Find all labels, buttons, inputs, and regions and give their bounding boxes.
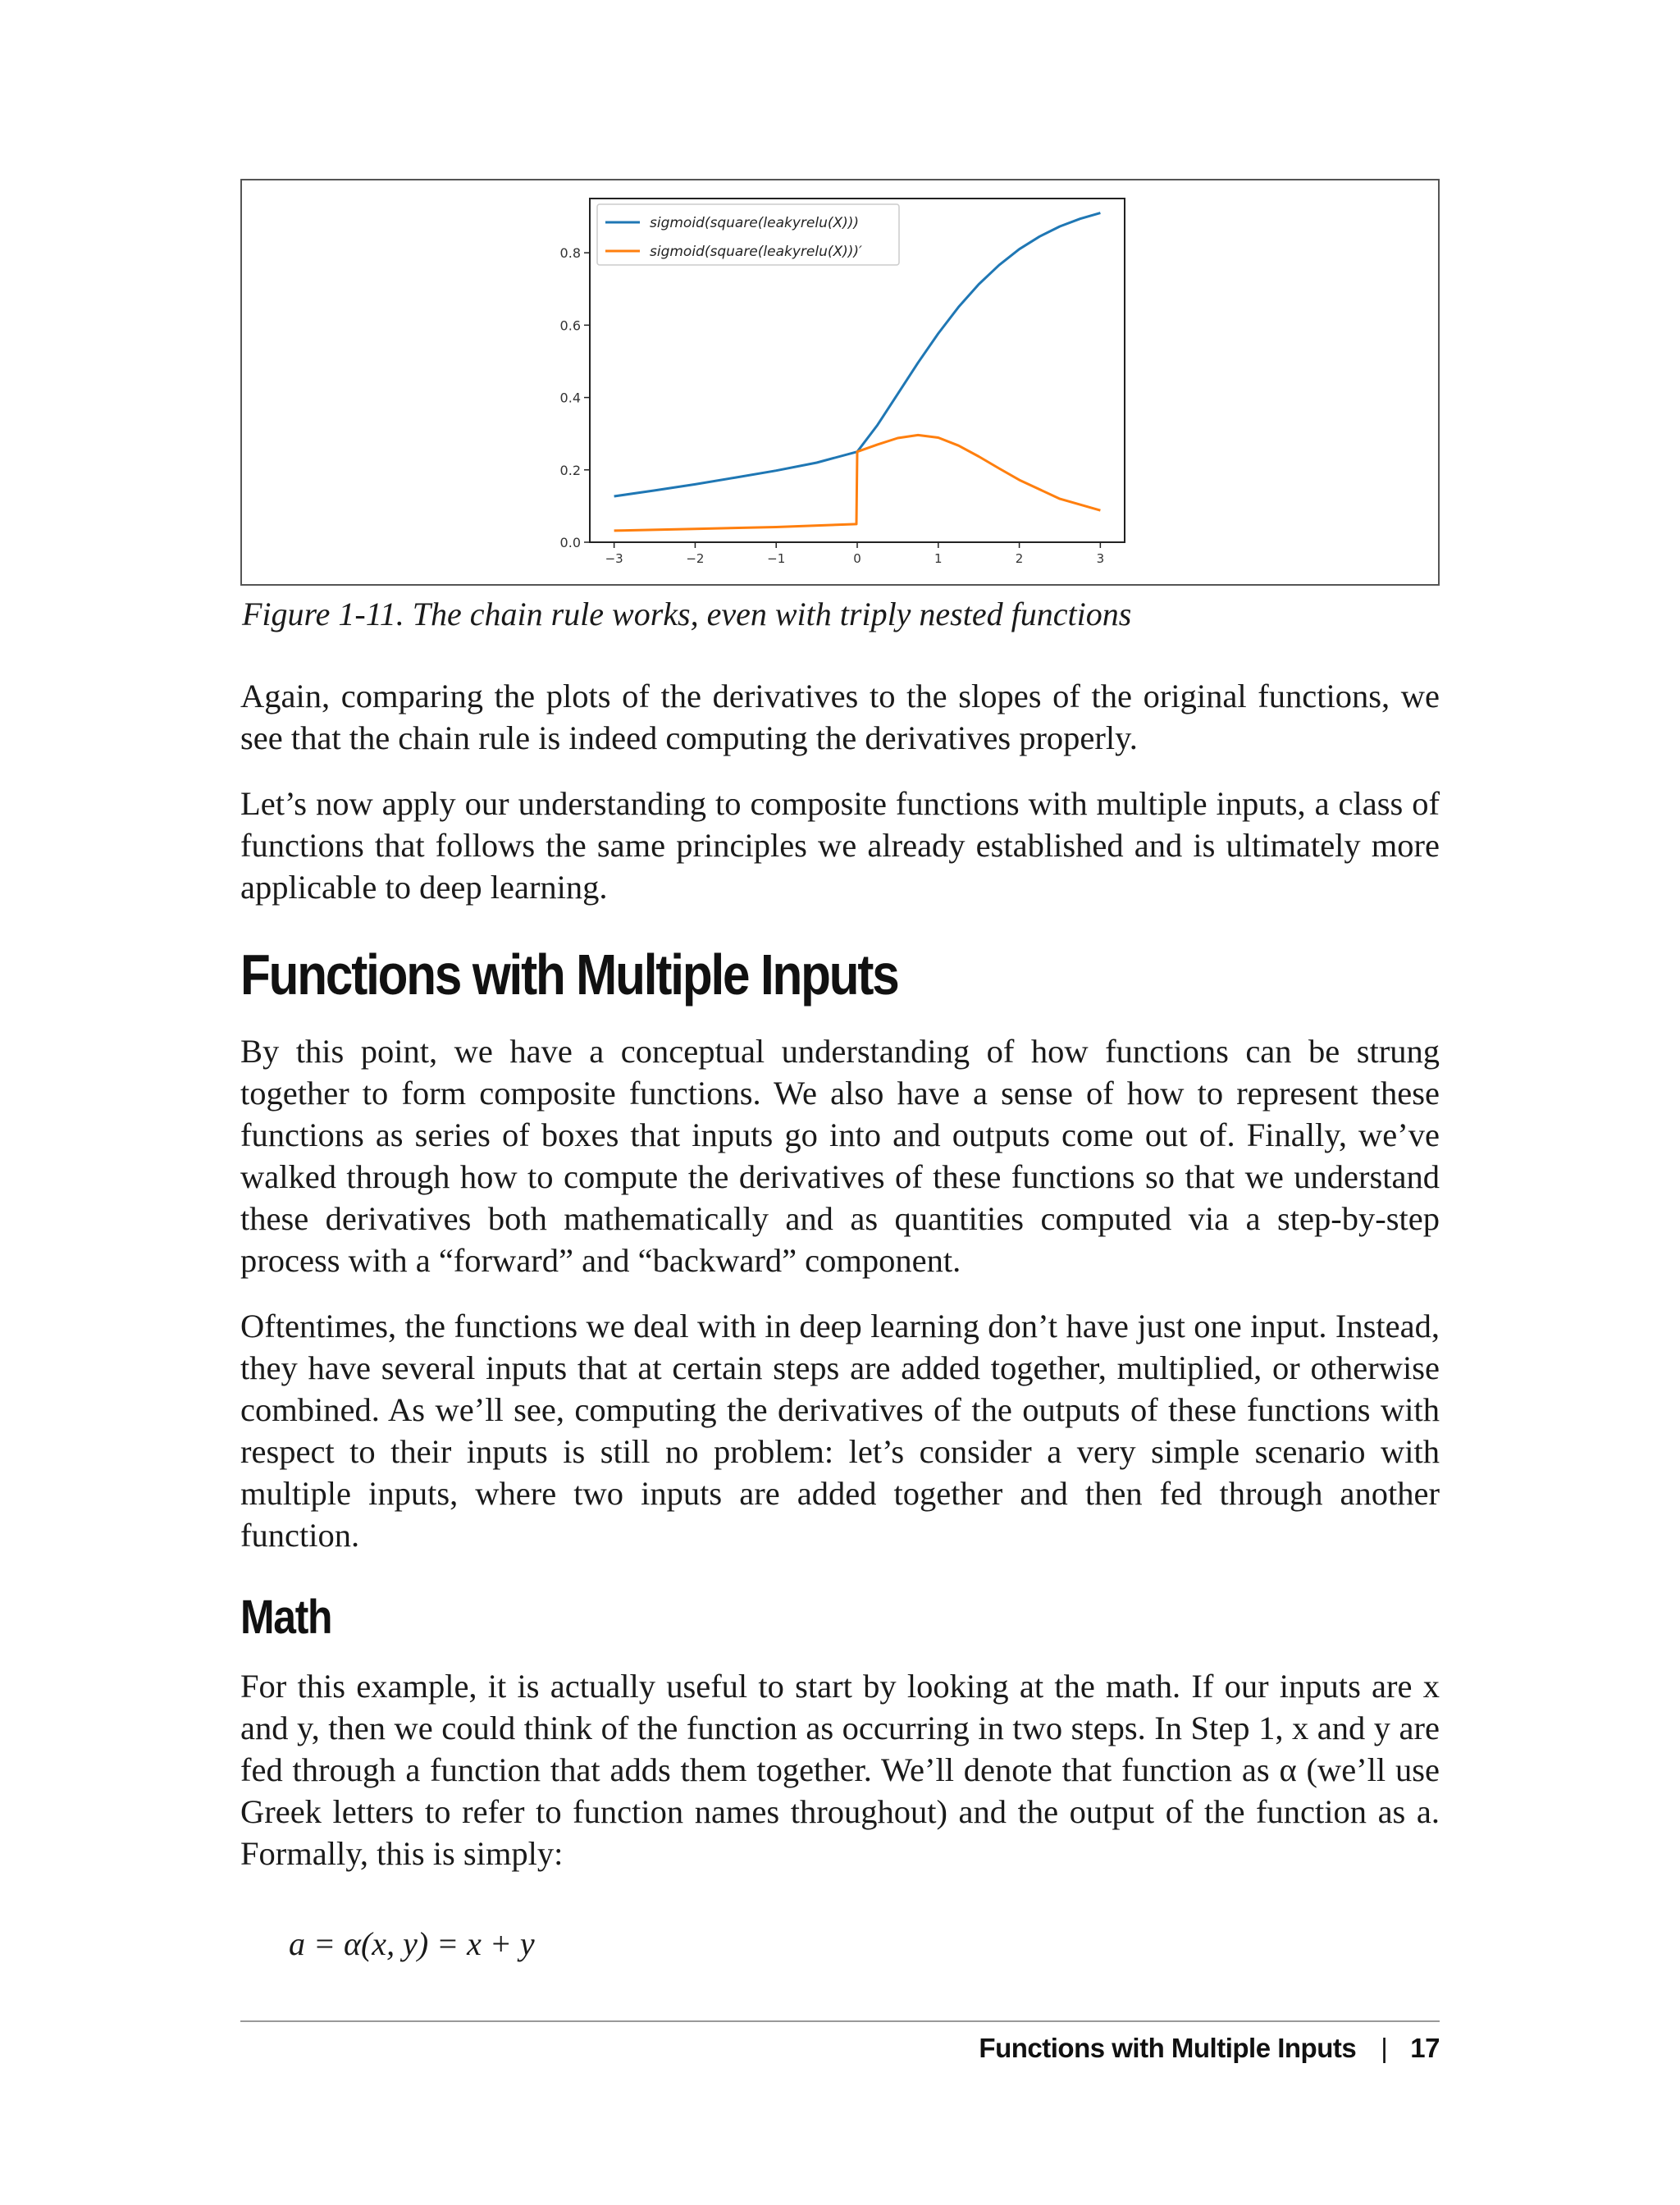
legend-label-1: sigmoid(square(leakyrelu(X))) [650,215,860,231]
section-heading: Functions with Multiple Inputs [240,943,898,1007]
series-line-2 [614,435,1101,531]
y-tick-label: 0.4 [559,390,581,406]
y-tick-label: 0.2 [559,462,581,478]
x-tick-label: −1 [767,551,786,566]
legend-label-2: sigmoid(square(leakyrelu(X)))′ [650,244,862,260]
y-tick-label: 0.8 [559,245,581,262]
y-tick-label: 0.0 [559,535,581,550]
equation: a = α(x, y) = x + y [289,1925,535,1962]
paragraph-5: For this example, it is actually useful to start by looking at the math. If our inputs are x and y, then we could think of the function as occurring in two steps. In Step 1, x and y are fed through a function that adds them together. We’ll denote that function as α (we’ll use Greek letters to refer to function names throughout) and the output of the function as a. Formally, this is simply: [240,1668,1440,1872]
figure-caption: Figure 1-11. The chain rule works, even with triply nested functions [242,596,1132,632]
paragraph-1: Again, comparing the plots of the derivatives to the slopes of the original functions, we see that the chain rule is indeed computing the derivatives properly. [240,678,1440,756]
page-footer [979,2033,1440,2064]
figure-frame [240,179,1440,586]
paragraph-2: Let’s now apply our understanding to composite functions with multiple inputs, a class of functions that follows the same principles we already established and is ultimately more applicable to deep learning. [240,785,1440,906]
x-tick-label: 0 [853,551,861,566]
chain-rule-chart [242,180,1438,584]
x-tick-label: 3 [1096,551,1105,566]
footer-separator: | [1381,2033,1388,2063]
x-tick-label: −2 [686,551,705,566]
subsection-heading: Math [240,1591,332,1644]
x-tick-label: −3 [605,551,623,566]
y-tick-label: 0.6 [559,317,581,334]
paragraph-3: By this point, we have a conceptual understanding of how functions can be strung together to form composite functions. We also have a sense of how to represent these functions as series of boxes that inputs go into and outputs come out of. Finally, we’ve walked through how to compute the derivatives of these functions so that we understand these derivatives both mathematically and as quantities computed via a step-by-step process with a “forward” and “backward” component. [240,1033,1440,1279]
running-title: Functions with Multiple Inputs [979,2033,1357,2063]
page-number: 17 [1410,2033,1440,2063]
footer-rule [240,2020,1440,2022]
x-tick-label: 1 [934,551,943,566]
x-tick-label: 2 [1015,551,1024,566]
paragraph-4: Oftentimes, the functions we deal with in deep learning don’t have just one input. Instead, they have several inputs that at certain steps are added together, multiplied, or otherwise combined. As we’ll see, computing the derivatives of the outputs of these functions with respect to their inputs is still no problem: let’s consider a very simple scenario with multiple inputs, where two inputs are added together and then fed through another function. [240,1308,1440,1554]
